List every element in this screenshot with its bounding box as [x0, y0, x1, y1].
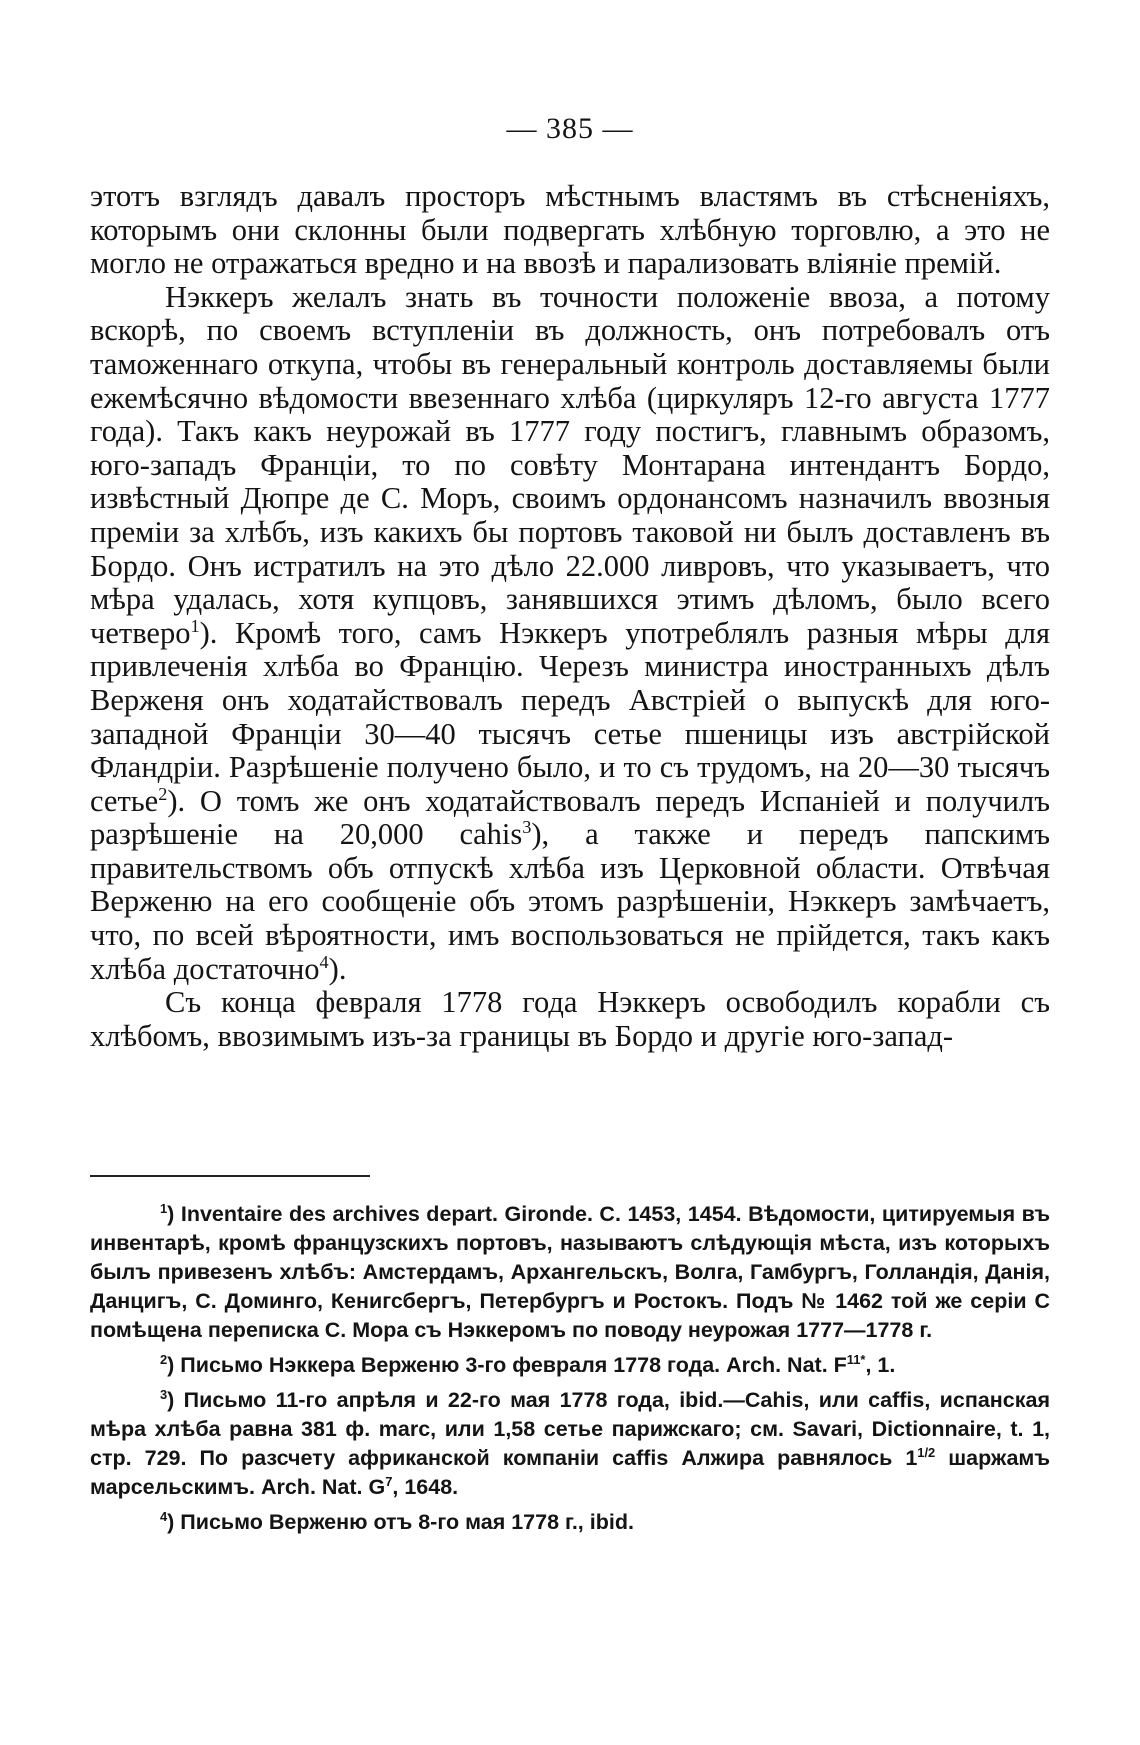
fraction: 1/2: [917, 1444, 936, 1460]
page-number: — 385 —: [506, 112, 634, 145]
footnotes: [90, 1200, 1050, 1543]
paragraph-necker: Нэккеръ желалъ знать въ точности положеніе ввоза, а потому вскорѣ, по своемъ вступленіи въ должность, онъ потребовалъ отъ таможеннаго откупа, чтобы въ генеральный контроль доставляемы были ежемѣсячно вѣдомости ввезеннаго хлѣба (циркуляръ 12-го августа 1777 года). Такъ какъ неурожай въ 1777 году постигъ, главнымъ образомъ, юго-западъ Франціи, то по совѣту Монтарана интендантъ Бордо, извѣстный Дюпре де С. Моръ, своимъ ордонансомъ назначилъ ввозныя преміи за хлѣбъ, изъ какихъ бы портовъ таковой ни былъ доставленъ въ Бордо. Онъ истратилъ на это дѣло 22.000 ливровъ, что указываетъ, что мѣра удалась, хотя купцовъ, занявшихся этимъ дѣломъ, было всего четверо$^1$). Кромѣ того, самъ Нэккеръ употреблялъ разныя мѣры для привлеченія хлѣба во Францію. Черезъ министра иностранныхъ дѣлъ Верженя онъ ходатайствовалъ передъ Австріей о выпускѣ для юго-западной Франціи 30—40 тысячъ сетье пшеницы изъ австрійской Фландріи. Разрѣшеніе получено было, и то съ трудомъ, на 20—30 тысячъ сетье$^2$). О томъ же онъ ходатайствовалъ передъ Испаніей и получилъ разрѣшеніе на 20,000 cahis$^3$), а также и передъ папскимъ правительствомъ объ отпускѣ хлѣба изъ Церковной области. Отвѣчая Верженю на его сообщеніе объ этомъ разрѣшеніи, Нэккеръ замѣчаетъ, что, по всей вѣроятности, имъ воспользоваться не прійдется, такъ какъ хлѣба достаточно$^4$).: [90, 279, 1050, 986]
paragraph-continuation: этотъ взглядъ давалъ просторъ мѣстнымъ властямъ въ стѣсненіяхъ, которымъ они склонны были подвергать хлѣбную торговлю, а это не могло не отражаться вредно и на ввозѣ и парализовать вліяніе премій.: [90, 179, 1050, 281]
footnote-ref-1[interactable]: 1: [190, 615, 200, 636]
paragraph-february: Съ конца февраля 1778 года Нэккеръ освободилъ корабли съ хлѣбомъ, ввозимымъ изъ-за границы въ Бордо и другіе юго-запад-: [90, 985, 1050, 1053]
book-page: [90, 0, 1050, 1745]
footnote-ref-4[interactable]: 4: [319, 951, 329, 972]
footnote-3: $^3$) Письмо 11-го апрѣля и 22-го мая 1778 года, ibid.—Cahis, или caffis, испанская мѣра хлѣба равна 381 ф. marc, или 1,58 сетье парижскаго; см. Savari, Dictionnaire, t. 1, стр. 729. По разсчету африканской компаніи caffis Алжира равнялось $1^{1/2}$ шаржамъ марсельскимъ. Arch. Nat. $G^7$, 1648.: [90, 1386, 1051, 1499]
footnote-1: $^1$) Inventaire des archives depart. Gironde. C. 1453, 1454. Вѣдомости, цитируемыя въ инвентарѣ, кромѣ французскихъ портовъ, называютъ слѣдующія мѣста, изъ которыхъ былъ привезенъ хлѣбъ: Амстердамъ, Архангельскъ, Волга, Гамбургъ, Голландія, Данія, Данцигъ, С. Доминго, Кенигсбергъ, Петербургъ и Ростокъ. Подъ № 1462 той же серіи С помѣщена переписка С. Мора съ Нэккеромъ по поводу неурожая 1777—1778 г.: [90, 1200, 1050, 1342]
main-text: [90, 180, 1050, 1053]
footnote-divider: [90, 1175, 370, 1177]
footnote-ref-2[interactable]: 2: [158, 783, 168, 804]
footnote-2: $^2$) Письмо Нэккера Верженю 3-го февраля 1778 года. Arch. Nat. $F^{11*}$, 1.: [160, 1351, 896, 1377]
footnote-4: $^4$) Письмо Верженю отъ 8-го мая 1778 г., ibid.: [160, 1508, 634, 1534]
footnote-ref-3[interactable]: 3: [522, 817, 532, 838]
